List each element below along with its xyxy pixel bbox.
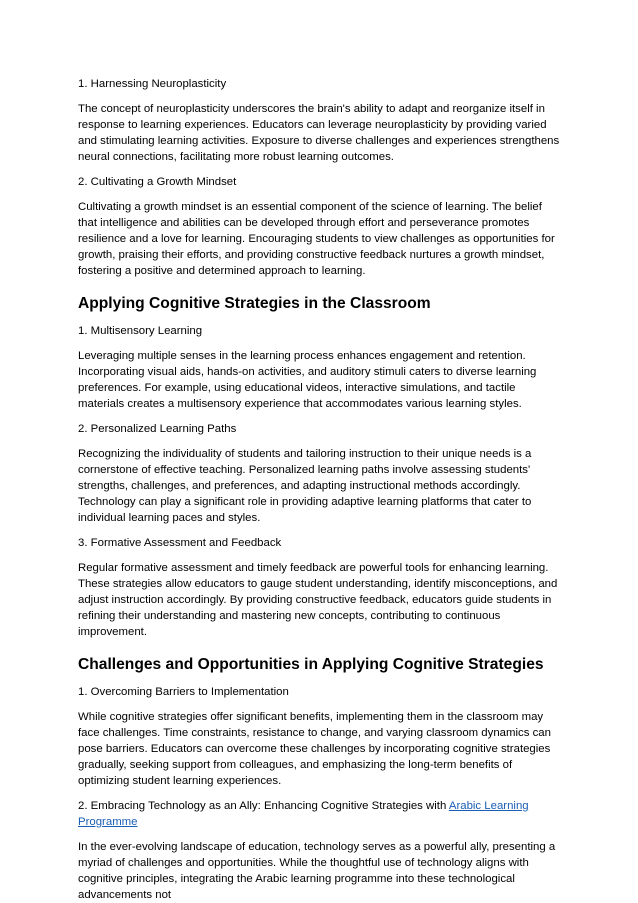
subheading-formative-assessment: 3. Formative Assessment and Feedback [78, 537, 282, 549]
heading-applying-cognitive-strategies: Applying Cognitive Strategies in the Classroom [78, 295, 431, 312]
subheading-embracing-technology [78, 798, 560, 830]
subheading-multisensory-learning: 1. Multisensory Learning [78, 325, 203, 337]
subheading-growth-mindset: 2. Cultivating a Growth Mindset [78, 176, 237, 188]
subheading-personalized-learning: 2. Personalized Learning Paths [78, 423, 237, 435]
paragraph-growth-mindset: Cultivating a growth mindset is an essential component of the science of learning. The belief that intelligence and abilities can be developed through effort and perseverance promotes resilience and a love for learning. Encouraging students to view challenges as opportunities for growth, praising their efforts, and providing constructive feedback nurtures a growth mindset, fostering a positive and determined approach to learning. [78, 201, 555, 277]
paragraph-embracing-technology: In the ever-evolving landscape of education, technology serves as a powerful ally, presenting a myriad of challenges and opportunities. While the thoughtful use of technology aligns with cognitive principles, integrating the Arabic learning programme into these technological advancements not [78, 841, 556, 901]
arabic-learning-programme-link[interactable]: Arabic Learning Programme [78, 800, 529, 828]
paragraph-overcoming-barriers: While cognitive strategies offer significant benefits, implementing them in the classroom may face challenges. Time constraints, resistance to change, and varying classroom dynamics can pose barriers. Educators can overcome these challenges by incorporating cognitive strategies gradually, seeking support from colleagues, and emphasizing the long-term benefits of optimizing student learning experiences. [78, 711, 551, 787]
subheading-embracing-technology-text: 2. Embracing Technology as an Ally: Enhancing Cognitive Strategies with [78, 800, 449, 812]
paragraph-multisensory-learning: Leveraging multiple senses in the learning process enhances engagement and retention. Incorporating visual aids, hands-on activities, and auditory stimuli caters to diverse learning preferences. For example, using educational videos, interactive simulations, and tactile materials creates a multisensory experience that accommodates various learning styles. [78, 350, 537, 410]
paragraph-personalized-learning: Recognizing the individuality of students and tailoring instruction to their unique needs is a cornerstone of effective teaching. Personalized learning paths involve assessing students' strengths, challenges, and preferences, and adapting instructional methods accordingly. Technology can play a significant role in providing adaptive learning platforms that cater to individual learning paces and styles. [78, 448, 532, 524]
subheading-overcoming-barriers: 1. Overcoming Barriers to Implementation [78, 686, 289, 698]
heading-challenges-opportunities: Challenges and Opportunities in Applying Cognitive Strategies [78, 656, 544, 673]
paragraph-neuroplasticity: The concept of neuroplasticity underscores the brain's ability to adapt and reorganize itself in response to learning experiences. Educators can leverage neuroplasticity by providing varied and stimulating learning activities. Exposure to diverse challenges and experiences strengthens neural connections, facilitating more robust learning outcomes. [78, 103, 560, 163]
paragraph-formative-assessment: Regular formative assessment and timely feedback are powerful tools for enhancing learning. These strategies allow educators to gauge student understanding, identify misconceptions, and adjust instruction accordingly. By providing constructive feedback, educators guide students in refining their understanding and mastering new concepts, contributing to continuous improvement. [78, 562, 558, 638]
subheading-neuroplasticity: 1. Harnessing Neuroplasticity [78, 78, 227, 90]
